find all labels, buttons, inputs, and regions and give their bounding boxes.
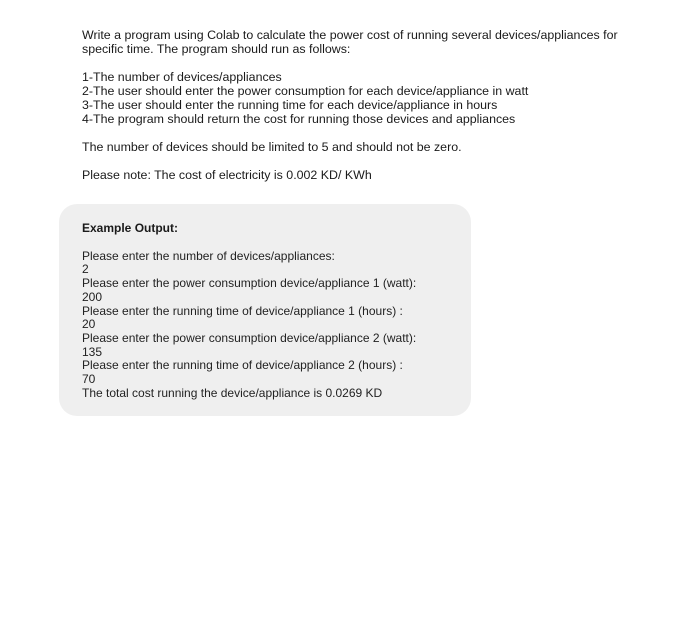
step-item: 4-The program should return the cost for running those devices and appliances [82, 112, 516, 126]
example-line: 135 [82, 344, 103, 359]
limit-note: The number of devices should be limited to 5 and should not be zero. [82, 140, 462, 154]
example-line: Please enter the running time of device/appliance 2 (hours) : [82, 358, 403, 373]
steps-list [82, 70, 642, 126]
step-item: 1-The number of devices/appliances [82, 70, 282, 84]
example-line: Please enter the power consumption device/appliance 2 (watt): [82, 330, 417, 345]
example-line: The total cost running the device/appliance is 0.0269 KD [82, 385, 383, 400]
cost-note: Please note: The cost of electricity is 0.002 KD/ KWh [82, 168, 372, 182]
example-line: 200 [82, 289, 103, 304]
example-output-box [59, 204, 471, 416]
example-lines [82, 250, 451, 401]
assignment-text [82, 28, 642, 182]
example-line: Please enter the running time of device/appliance 1 (hours) : [82, 303, 403, 318]
example-line: 2 [82, 262, 89, 277]
step-item: 3-The user should enter the running time for each device/appliance in hours [82, 98, 498, 112]
example-line: 70 [82, 372, 96, 387]
example-title: Example Output: [82, 221, 179, 235]
step-item: 2-The user should enter the power consumption for each device/appliance in watt [82, 84, 529, 98]
intro-paragraph: Write a program using Colab to calculate the power cost of running several devices/appliances for specific time. The program should run as follows: [82, 28, 618, 56]
example-line: Please enter the power consumption device/appliance 1 (watt): [82, 276, 417, 291]
example-line: Please enter the number of devices/appliances: [82, 248, 335, 263]
example-line: 20 [82, 317, 96, 332]
